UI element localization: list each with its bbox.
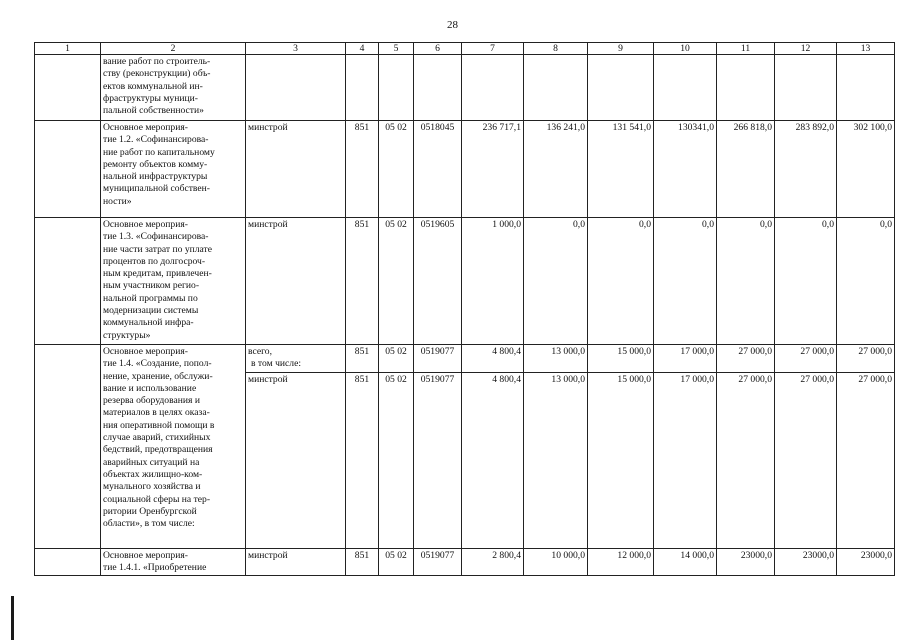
description-line: ние работ по капитальному [103,146,215,158]
executor-line: всего, [248,346,272,357]
value-cell: 10 000,0 [524,548,588,576]
value-cell: 0,0 [837,218,895,345]
section-code: 05 02 [379,372,414,548]
value-cell: 130341,0 [654,121,717,218]
target-article-code [414,55,462,121]
value-cell: 15 000,0 [588,345,654,373]
value-cell [588,55,654,121]
executor-line: минстрой [248,549,288,561]
table-row [35,345,895,373]
value-cell: 4 800,4 [462,345,524,373]
grbs-code: 851 [346,548,379,576]
table-row [35,121,895,218]
description-line: случае аварий, стихийных [103,432,211,444]
value-cell: 131 541,0 [588,121,654,218]
description-line: ние части затрат по уплате [103,243,213,255]
col-header-7: 7 [462,43,524,55]
section-code: 05 02 [379,121,414,218]
description-line: Основное мероприя- [103,122,188,133]
description-line: нальной инфраструктуры [103,171,208,183]
description-line: тие 1.4.1. «Приобретение [103,561,207,573]
description-line: модернизации системы [103,305,199,317]
executor-line: в том числе: [251,358,302,370]
row-cell-1 [35,55,101,121]
description-line: ству (реконструкции) объ- [103,68,211,80]
description-line: тие 1.4. «Создание, попол- [103,358,212,370]
description-line: тие 1.2. «Софинансирова- [103,134,209,146]
description-line: Основное мероприя- [103,549,188,561]
col-header-13: 13 [837,43,895,55]
value-cell: 136 241,0 [524,121,588,218]
value-cell: 236 717,1 [462,121,524,218]
description-line: ности» [103,195,132,207]
description-line: тие 1.3. «Софинансирова- [103,231,209,243]
target-article-code: 0519605 [414,218,462,345]
budget-table [34,42,895,576]
description-line: социальной сферы на тер- [103,493,211,505]
section-code: 05 02 [379,548,414,576]
description-line: Основное мероприя- [103,346,188,357]
value-cell: 4 800,4 [462,372,524,548]
description-line: коммунальной инфра- [103,317,194,329]
value-cell: 0,0 [717,218,775,345]
target-article-code: 0519077 [414,548,462,576]
description-line: муниципальной собствен- [103,183,210,195]
executor-cell [246,345,346,373]
executor-cell [246,218,346,345]
description-line: вание работ по строитель- [103,56,211,67]
row-cell-1 [35,121,101,218]
col-header-1: 1 [35,43,101,55]
section-code [379,55,414,121]
activity-description [101,55,246,121]
section-code: 05 02 [379,345,414,373]
description-line: материалов в целях оказа- [103,407,210,419]
activity-description [101,548,246,576]
grbs-code: 851 [346,372,379,548]
description-line: вание и использование [103,382,197,394]
description-line: ным участником регио- [103,280,200,292]
value-cell: 14 000,0 [654,548,717,576]
value-cell: 27 000,0 [717,372,775,548]
executor-cell [246,121,346,218]
value-cell: 266 818,0 [717,121,775,218]
table-row [35,218,895,345]
value-cell: 23000,0 [717,548,775,576]
header-row [35,43,895,55]
description-line: резерва оборудования и [103,395,200,407]
description-line: нальной программы по [103,292,198,304]
table-row [35,55,895,121]
executor-line: минстрой [248,122,288,133]
value-cell: 17 000,0 [654,372,717,548]
col-header-12: 12 [775,43,837,55]
description-line: пальной собственности» [103,105,204,117]
description-line: объектах жилищно-ком- [103,468,203,480]
executor-line: минстрой [248,219,288,230]
value-cell [775,55,837,121]
value-cell: 13 000,0 [524,372,588,548]
value-cell: 15 000,0 [588,372,654,548]
section-code: 05 02 [379,218,414,345]
value-cell: 27 000,0 [837,372,895,548]
activity-description [101,218,246,345]
value-cell: 0,0 [588,218,654,345]
value-cell [837,55,895,121]
col-header-5: 5 [379,43,414,55]
value-cell: 17 000,0 [654,345,717,373]
value-cell: 1 000,0 [462,218,524,345]
value-cell: 27 000,0 [775,372,837,548]
description-line: бедствий, предотвращения [103,444,213,456]
value-cell: 12 000,0 [588,548,654,576]
description-line: ритории Оренбургской [103,505,197,517]
page-number: 28 [447,19,458,31]
col-header-4: 4 [346,43,379,55]
value-cell: 27 000,0 [775,345,837,373]
description-line: ремонту объектов комму- [103,158,208,170]
col-header-3: 3 [246,43,346,55]
executor-cell [246,55,346,121]
description-line: нение, хранение, обслужи- [103,370,213,382]
description-line: структуры» [103,329,151,341]
row-cell-1 [35,548,101,576]
grbs-code [346,55,379,121]
description-line: процентов по долгосроч- [103,255,206,267]
col-header-11: 11 [717,43,775,55]
value-cell: 0,0 [654,218,717,345]
value-cell [717,55,775,121]
col-header-9: 9 [588,43,654,55]
executor-line: минстрой [248,373,288,385]
target-article-code: 0519077 [414,372,462,548]
row-cell-1 [35,218,101,345]
col-header-2: 2 [101,43,246,55]
value-cell: 283 892,0 [775,121,837,218]
executor-cell [246,372,346,548]
col-header-8: 8 [524,43,588,55]
description-line: ным кредитам, привлечен- [103,268,212,280]
description-line: области», в том числе: [103,518,195,530]
value-cell [654,55,717,121]
table-row [35,548,895,576]
description-line: ектов коммунальной ин- [103,80,203,92]
description-line: аварийных ситуаций на [103,456,200,468]
value-cell: 27 000,0 [837,345,895,373]
scan-edge-mark [11,596,14,640]
grbs-code: 851 [346,121,379,218]
grbs-code: 851 [346,345,379,373]
value-cell: 23000,0 [775,548,837,576]
target-article-code: 0518045 [414,121,462,218]
value-cell: 0,0 [775,218,837,345]
activity-description [101,121,246,218]
description-line: мунального хозяйства и [103,481,201,493]
value-cell [462,55,524,121]
col-header-10: 10 [654,43,717,55]
value-cell: 13 000,0 [524,345,588,373]
executor-cell [246,548,346,576]
value-cell: 302 100,0 [837,121,895,218]
value-cell: 23000,0 [837,548,895,576]
value-cell: 27 000,0 [717,345,775,373]
description-line: Основное мероприя- [103,219,188,230]
row-cell-1 [35,345,101,549]
activity-description [101,345,246,549]
value-cell: 0,0 [524,218,588,345]
grbs-code: 851 [346,218,379,345]
value-cell: 2 800,4 [462,548,524,576]
target-article-code: 0519077 [414,345,462,373]
value-cell [524,55,588,121]
description-line: ния оперативной помощи в [103,419,215,431]
col-header-6: 6 [414,43,462,55]
description-line: фраструктуры муници- [103,92,198,104]
